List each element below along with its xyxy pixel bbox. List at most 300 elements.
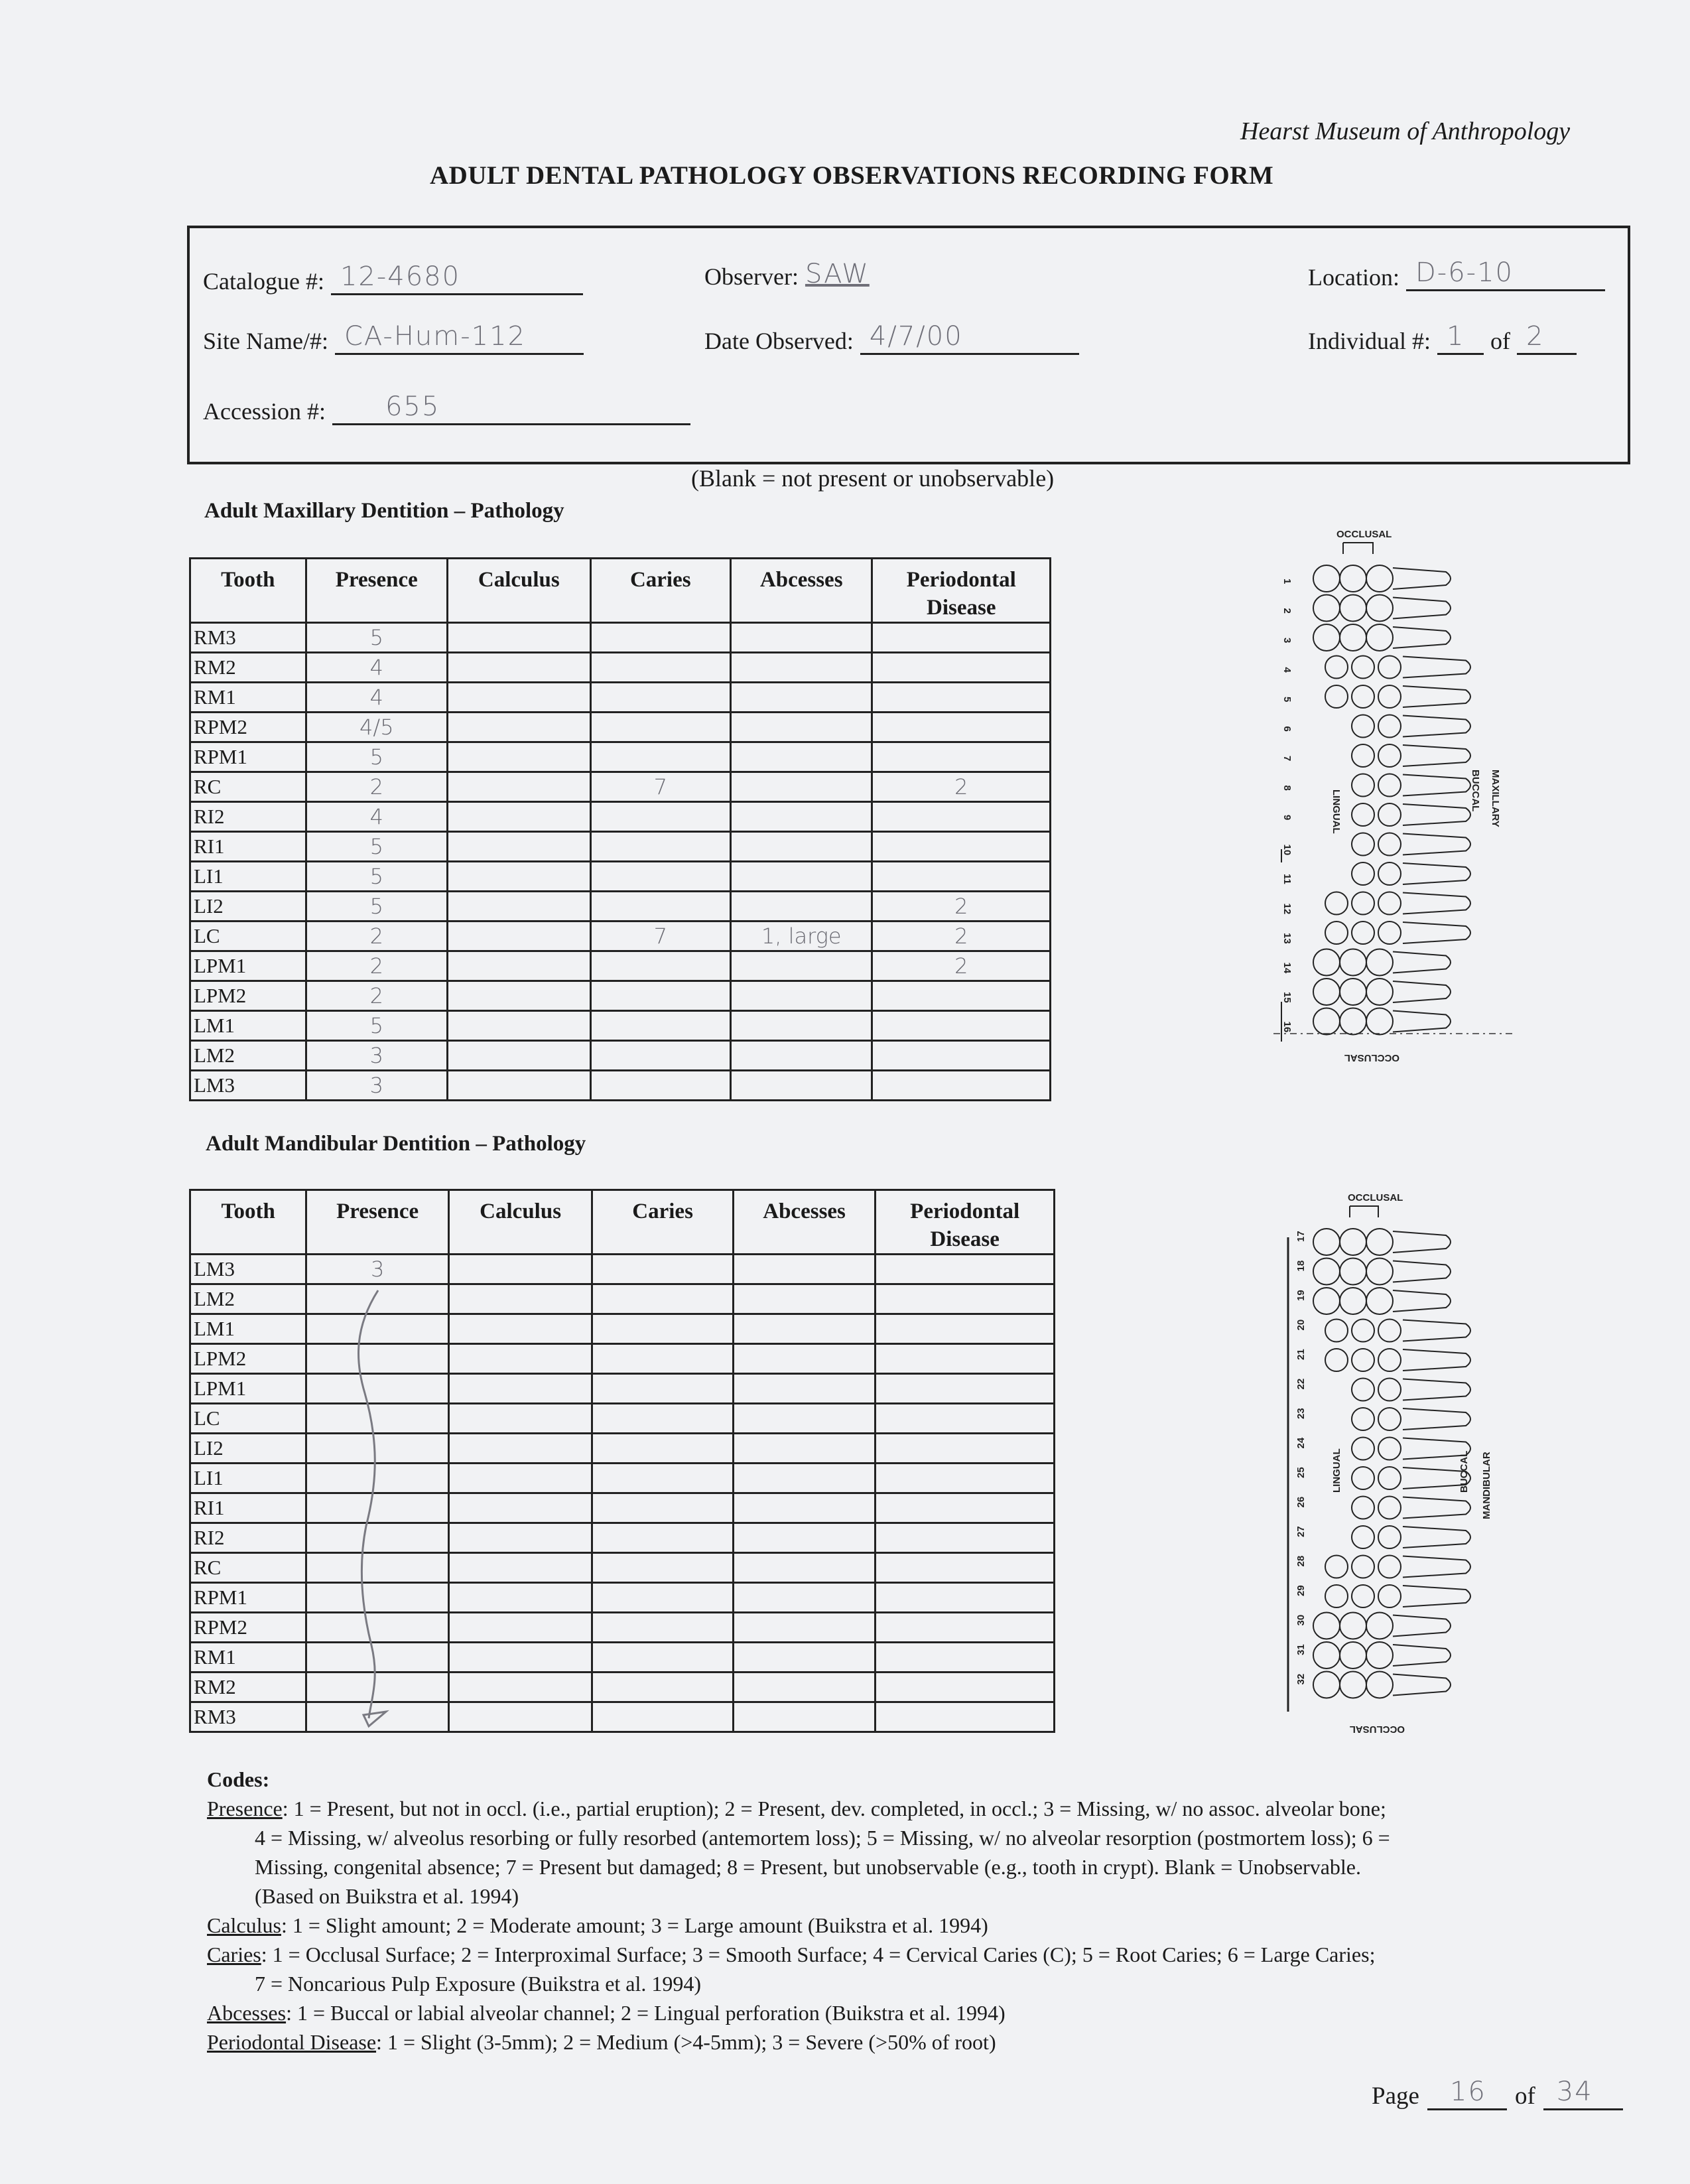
periodontal-cell[interactable]	[872, 623, 1051, 653]
tooth-number: 28	[1295, 1555, 1307, 1567]
periodontal-cell[interactable]	[872, 1041, 1051, 1071]
tooth-number: 10	[1281, 844, 1293, 856]
caries-cell[interactable]	[590, 713, 730, 742]
periodontal-cell[interactable]	[872, 1071, 1051, 1101]
presence-cell[interactable]: 5	[306, 892, 448, 921]
tooth-number: 5	[1281, 697, 1293, 703]
abcesses-cell[interactable]	[730, 862, 872, 892]
caries-cell[interactable]	[592, 1344, 733, 1374]
calculus-cell[interactable]	[448, 742, 591, 772]
tooth-number: 1	[1281, 579, 1293, 584]
presence-cell[interactable]: 2	[306, 981, 448, 1011]
blank-note: (Blank = not present or unobservable)	[691, 465, 1055, 492]
caries-cell[interactable]	[590, 1071, 730, 1101]
date-observed-label: Date Observed:	[704, 328, 854, 354]
caries-cell[interactable]	[592, 1672, 733, 1702]
periodontal-cell[interactable]	[876, 1583, 1055, 1613]
abcesses-cell[interactable]	[730, 1011, 872, 1041]
periodontal-cell[interactable]	[876, 1344, 1055, 1374]
abcesses-cell[interactable]	[733, 1255, 875, 1284]
calculus-cell[interactable]	[448, 1374, 592, 1404]
tooth-outline	[1325, 1349, 1470, 1371]
calculus-cell[interactable]	[448, 1284, 592, 1314]
location-value: D-6-10	[1415, 257, 1514, 288]
individual-of: of	[1490, 328, 1510, 354]
mandibular-header-row	[190, 1190, 1055, 1255]
tooth-label: LPM2	[190, 981, 306, 1011]
presence-cell[interactable]: 2	[306, 772, 448, 802]
table-row	[190, 802, 1051, 832]
tooth-number: 6	[1281, 726, 1293, 732]
presence-cell[interactable]: 4/5	[306, 713, 448, 742]
catalogue-field[interactable]	[203, 261, 583, 295]
calculus-cell[interactable]	[448, 1255, 592, 1284]
calculus-cell[interactable]	[448, 1553, 592, 1583]
table-row	[190, 1643, 1055, 1672]
tooth-outline	[1352, 1408, 1470, 1430]
calculus-cell[interactable]	[448, 1613, 592, 1643]
abcesses-cell[interactable]	[733, 1314, 875, 1344]
individual-field[interactable]	[1308, 321, 1577, 355]
periodontal-cell[interactable]	[876, 1523, 1055, 1553]
tooth-label: LC	[190, 1404, 306, 1434]
presence-cell[interactable]: 3	[306, 1041, 448, 1071]
tooth-number: 29	[1295, 1585, 1307, 1596]
tooth-outline	[1313, 949, 1451, 976]
periodontal-cell[interactable]	[876, 1613, 1055, 1643]
column-header-calculus: Calculus	[448, 559, 591, 623]
calculus-cell[interactable]	[448, 1643, 592, 1672]
tooth-label: LM3	[190, 1071, 306, 1101]
periodontal-cell[interactable]	[872, 981, 1051, 1011]
table-row	[190, 1314, 1055, 1344]
tooth-label: RI2	[190, 1523, 306, 1553]
tooth-outline	[1325, 1320, 1470, 1342]
site-field[interactable]	[203, 321, 584, 355]
periodontal-cell[interactable]	[872, 683, 1051, 713]
caries-cell[interactable]	[590, 623, 730, 653]
periodontal-cell[interactable]	[872, 802, 1051, 832]
calculus-cell[interactable]	[448, 1583, 592, 1613]
tooth-number: 20	[1295, 1319, 1307, 1331]
abcesses-cell[interactable]	[733, 1672, 875, 1702]
calculus-cell[interactable]	[448, 1041, 591, 1071]
periodontal-cell[interactable]	[872, 653, 1051, 683]
tooth-label: RPM2	[190, 713, 306, 742]
table-row	[190, 1255, 1055, 1284]
tooth-number: 32	[1295, 1673, 1307, 1685]
abcesses-cell[interactable]	[730, 713, 872, 742]
periodontal-cell[interactable]	[876, 1314, 1055, 1344]
tooth-label: LPM2	[190, 1344, 306, 1374]
calculus-cell[interactable]	[448, 802, 591, 832]
calculus-cell[interactable]	[448, 1672, 592, 1702]
calculus-cell[interactable]	[448, 653, 591, 683]
caries-cell[interactable]	[592, 1434, 733, 1464]
table-row	[190, 772, 1051, 802]
periodontal-cell[interactable]	[876, 1493, 1055, 1523]
maxillary-buccal-label: BUCCAL	[1470, 770, 1481, 812]
abcesses-cell[interactable]: 1, large	[730, 921, 872, 951]
caries-cell[interactable]	[590, 683, 730, 713]
tooth-number: 27	[1295, 1526, 1307, 1537]
caries-cell[interactable]: 7	[590, 921, 730, 951]
mandibular-lingual-label: LINGUAL	[1331, 1448, 1342, 1493]
calculus-cell[interactable]	[448, 921, 591, 951]
periodontal-codes: Periodontal Disease: 1 = Slight (3-5mm); 2 = Medium (>4-5mm); 3 = Severe (>50% of root)	[207, 2030, 996, 2054]
tooth-outline	[1313, 1642, 1451, 1669]
tooth-outline	[1352, 803, 1470, 826]
accession-field[interactable]	[203, 391, 690, 425]
abcesses-cell[interactable]	[733, 1464, 875, 1493]
tooth-outline	[1352, 1379, 1470, 1401]
tooth-number: 21	[1295, 1349, 1307, 1360]
page-total: 34	[1556, 2077, 1593, 2107]
site-label: Site Name/#:	[203, 328, 328, 354]
presence-cell[interactable]: 4	[306, 683, 448, 713]
tooth-outline	[1313, 979, 1451, 1005]
table-row	[190, 892, 1051, 921]
table-row	[190, 742, 1051, 772]
abcesses-cell[interactable]	[733, 1284, 875, 1314]
tooth-label: RI1	[190, 832, 306, 862]
caries-cell[interactable]	[592, 1374, 733, 1404]
presence-cell[interactable]: 2	[306, 951, 448, 981]
presence-cell[interactable]: 3	[306, 1071, 448, 1101]
abcesses-codes: Abcesses: 1 = Buccal or labial alveolar channel; 2 = Lingual perforation (Buikstra et al. 1994)	[207, 2001, 1006, 2025]
tooth-outline	[1352, 862, 1470, 885]
column-header-caries: Caries	[592, 1190, 733, 1255]
table-row	[190, 1041, 1051, 1071]
abcesses-cell[interactable]	[730, 653, 872, 683]
caries-cell[interactable]	[592, 1523, 733, 1553]
tooth-outline	[1313, 1229, 1451, 1255]
tooth-label: RPM1	[190, 1583, 306, 1613]
maxillary-tooth-numbers	[1281, 579, 1293, 1032]
column-header-caries: Caries	[590, 559, 730, 623]
table-row	[190, 951, 1051, 981]
calculus-cell[interactable]	[448, 1493, 592, 1523]
tooth-label: LI1	[190, 1464, 306, 1493]
tooth-label: RC	[190, 1553, 306, 1583]
abcesses-cell[interactable]	[730, 981, 872, 1011]
periodontal-cell[interactable]	[872, 742, 1051, 772]
abcesses-cell[interactable]	[733, 1523, 875, 1553]
periodontal-cell[interactable]: 2	[872, 951, 1051, 981]
catalogue-value: 12-4680	[340, 261, 461, 292]
mandibular-tooth-numbers	[1295, 1231, 1307, 1684]
presence-cell[interactable]: 5	[306, 862, 448, 892]
caries-cell[interactable]	[592, 1583, 733, 1613]
periodontal-cell[interactable]	[876, 1464, 1055, 1493]
calculus-cell[interactable]	[448, 951, 591, 981]
calculus-cell[interactable]	[448, 683, 591, 713]
table-row	[190, 1284, 1055, 1314]
tooth-label: LI2	[190, 1434, 306, 1464]
abcesses-cell[interactable]	[733, 1613, 875, 1643]
calculus-cell[interactable]	[448, 1523, 592, 1553]
tooth-label: RM2	[190, 1672, 306, 1702]
periodontal-cell[interactable]	[876, 1284, 1055, 1314]
abcesses-cell[interactable]	[733, 1553, 875, 1583]
periodontal-cell[interactable]	[872, 713, 1051, 742]
tooth-outline	[1325, 656, 1470, 679]
presence-cell[interactable]: 5	[306, 1011, 448, 1041]
table-row	[190, 1493, 1055, 1523]
abcesses-cell[interactable]	[730, 832, 872, 862]
table-row	[190, 1071, 1051, 1101]
table-row	[190, 1434, 1055, 1464]
mandibular-occlusal-top: OCCLUSAL	[1348, 1192, 1403, 1203]
abcesses-cell[interactable]	[730, 683, 872, 713]
caries-cell[interactable]: 7	[590, 772, 730, 802]
table-row	[190, 1344, 1055, 1374]
caries-cell[interactable]	[590, 981, 730, 1011]
periodontal-cell[interactable]: 2	[872, 892, 1051, 921]
tooth-label: LM1	[190, 1011, 306, 1041]
column-header-periodontal: Periodontal Disease	[872, 559, 1051, 623]
calculus-cell[interactable]	[448, 1702, 592, 1732]
abcesses-cell[interactable]	[733, 1583, 875, 1613]
page-current: 16	[1449, 2077, 1486, 2107]
periodontal-cell[interactable]	[872, 1011, 1051, 1041]
caries-cell[interactable]	[592, 1314, 733, 1344]
abcesses-cell[interactable]	[733, 1702, 875, 1732]
mandibular-arch-label: MANDIBULAR	[1481, 1452, 1492, 1519]
periodontal-cell[interactable]	[872, 832, 1051, 862]
periodontal-cell[interactable]	[876, 1434, 1055, 1464]
table-row	[190, 1553, 1055, 1583]
column-header-tooth: Tooth	[190, 1190, 306, 1255]
table-row	[190, 1374, 1055, 1404]
calculus-cell[interactable]	[448, 892, 591, 921]
maxillary-arch-label: MAXILLARY	[1490, 770, 1501, 827]
maxillary-header-row	[190, 559, 1051, 623]
abcesses-cell[interactable]	[733, 1374, 875, 1404]
caries-cell[interactable]	[590, 892, 730, 921]
mandibular-section-title: Adult Mandibular Dentition – Pathology	[206, 1132, 586, 1156]
presence-codes: Presence: 1 = Present, but not in occl. (i.e., partial eruption); 2 = Present, dev. completed, in occl.; 3 = Missing, w/ no assoc. alveolar bone;	[207, 1797, 1386, 1820]
tooth-label: LM3	[190, 1255, 306, 1284]
tooth-number: 14	[1281, 962, 1293, 974]
caries-cell[interactable]	[592, 1613, 733, 1643]
tooth-outline	[1313, 595, 1451, 622]
caries-cell[interactable]	[592, 1284, 733, 1314]
tooth-number: 26	[1295, 1496, 1307, 1508]
tooth-number: 30	[1295, 1614, 1307, 1626]
page-number: Page 16 of 34	[1372, 2077, 1623, 2110]
header-info-box	[187, 226, 1630, 464]
tooth-label: LC	[190, 921, 306, 951]
column-header-abcesses: Abcesses	[730, 559, 872, 623]
tooth-outline	[1352, 1526, 1470, 1548]
abcesses-cell[interactable]	[733, 1434, 875, 1464]
caries-cell[interactable]	[590, 862, 730, 892]
tooth-label: RM2	[190, 653, 306, 683]
maxillary-body	[190, 623, 1051, 1101]
caries-cell[interactable]	[592, 1255, 733, 1284]
tooth-number: 18	[1295, 1260, 1307, 1272]
presence-cell[interactable]: 5	[306, 742, 448, 772]
abcesses-cell[interactable]	[730, 1071, 872, 1101]
table-row	[190, 1702, 1055, 1732]
tooth-label: RM3	[190, 1702, 306, 1732]
mandibular-occlusal-bottom: OCCLUSAL	[1349, 1724, 1405, 1735]
observer-field[interactable]	[704, 259, 891, 291]
tooth-outline	[1352, 715, 1470, 738]
mandibular-buccal-label: BUCCAL	[1459, 1450, 1470, 1493]
calculus-cell[interactable]	[448, 772, 591, 802]
abcesses-cell[interactable]	[733, 1344, 875, 1374]
column-header-presence: Presence	[306, 1190, 448, 1255]
periodontal-cell[interactable]	[876, 1374, 1055, 1404]
caries-cell[interactable]	[590, 653, 730, 683]
caries-cell[interactable]	[592, 1464, 733, 1493]
periodontal-cell[interactable]	[876, 1255, 1055, 1284]
individual-value: 1	[1446, 321, 1465, 352]
arrow-head-icon	[363, 1712, 386, 1726]
presence-cell[interactable]: 5	[306, 623, 448, 653]
presence-cell[interactable]: 4	[306, 802, 448, 832]
abcesses-cell[interactable]	[730, 951, 872, 981]
codes-legend: Codes: Presence: 1 = Present, but not in occl. (i.e., partial eruption); 2 = Present, dev. completed, in occl.; 3 = Missing, w/ no assoc. alveolar bone; 4 = Missing, w/ alveolus resorbing or fully resorbed (antemortem loss); 5 = Missing, w/ no alveolar resorption (postmortem loss); 6 = Missing, congenital absence; 7 = Present but damaged; 8 = Present, but unobservable (e.g., tooth in crypt). Blank = Unobservable. (Based on Buikstra et al. 1994) Calculus: 1 = Slight amount; 2 = Moderate amount; 3 = Large amount (Buikstra et al. 1994) Caries: 1 = Occlusal Surface; 2 = Interproximal Surface; 3 = Smooth Surface; 4 = Cervical Caries (C); 5 = Root Caries; 6 = Large Caries; 7 = Noncarious Pulp Exposure (Buikstra et al. 1994) Abcesses: 1 = Buccal or labial alveolar channel; 2 = Lingual perforation (Buikstra et al. 1994) Periodontal Disease: 1 = Slight (3-5mm); 2 = Medium (>4-5mm); 3 = Severe (>50% of root)	[207, 1765, 1633, 2057]
tooth-outline	[1352, 774, 1470, 797]
tooth-outline	[1352, 833, 1470, 856]
abcesses-cell[interactable]	[730, 1041, 872, 1071]
catalogue-label: Catalogue #:	[203, 268, 324, 295]
caries-cell[interactable]	[590, 742, 730, 772]
caries-cell[interactable]	[592, 1553, 733, 1583]
caries-cell[interactable]	[592, 1493, 733, 1523]
table-row	[190, 713, 1051, 742]
tooth-number: 17	[1295, 1231, 1307, 1242]
periodontal-cell[interactable]	[876, 1404, 1055, 1434]
presence-cell[interactable]: 3	[306, 1255, 448, 1284]
table-row	[190, 921, 1051, 951]
periodontal-cell[interactable]: 2	[872, 772, 1051, 802]
caries-cell[interactable]	[590, 1011, 730, 1041]
tooth-label: RPM2	[190, 1613, 306, 1643]
table-row	[190, 1613, 1055, 1643]
abcesses-cell[interactable]	[730, 772, 872, 802]
tooth-number: 2	[1281, 608, 1293, 614]
caries-codes: Caries: 1 = Occlusal Surface; 2 = Interproximal Surface; 3 = Smooth Surface; 4 = Cervical Caries (C); 5 = Root Caries; 6 = Large Caries;	[207, 1943, 1376, 1966]
tooth-number: 13	[1281, 933, 1293, 944]
tooth-outline	[1325, 1585, 1470, 1607]
caries-cell[interactable]	[590, 832, 730, 862]
presence-cell[interactable]: 4	[306, 653, 448, 683]
caries-cell[interactable]	[590, 802, 730, 832]
table-row	[190, 1583, 1055, 1613]
tooth-outline	[1313, 1672, 1451, 1698]
column-header-periodontal: Periodontal Disease	[876, 1190, 1055, 1255]
tooth-outline	[1325, 685, 1470, 708]
calculus-cell[interactable]	[448, 623, 591, 653]
tooth-number: 25	[1295, 1467, 1307, 1478]
calculus-cell[interactable]	[448, 1464, 592, 1493]
tooth-outline	[1313, 624, 1451, 651]
tooth-outline	[1313, 1613, 1451, 1639]
calculus-cell[interactable]	[448, 832, 591, 862]
caries-cell[interactable]	[592, 1643, 733, 1672]
abcesses-cell[interactable]	[730, 742, 872, 772]
caries-cell[interactable]	[590, 1041, 730, 1071]
table-row	[190, 623, 1051, 653]
abcesses-cell[interactable]	[733, 1643, 875, 1672]
tooth-outline	[1325, 892, 1470, 915]
calculus-cell[interactable]	[448, 1344, 592, 1374]
caries-cell[interactable]	[592, 1404, 733, 1434]
calculus-cell[interactable]	[448, 1071, 591, 1101]
tooth-outline	[1352, 744, 1470, 767]
observer-label: Observer:	[704, 263, 799, 290]
tooth-number: 15	[1281, 992, 1293, 1003]
tooth-label: LI2	[190, 892, 306, 921]
abcesses-cell[interactable]	[733, 1404, 875, 1434]
presence-cell[interactable]: 2	[306, 921, 448, 951]
accession-value: 655	[385, 391, 440, 422]
individual-label: Individual #:	[1308, 328, 1431, 354]
calculus-cell[interactable]	[448, 1404, 592, 1434]
calculus-cell[interactable]	[448, 1314, 592, 1344]
abcesses-cell[interactable]	[733, 1493, 875, 1523]
abcesses-cell[interactable]	[730, 802, 872, 832]
table-row	[190, 981, 1051, 1011]
abcesses-cell[interactable]	[730, 892, 872, 921]
form-title: ADULT DENTAL PATHOLOGY OBSERVATIONS RECORDING FORM	[430, 161, 1274, 190]
mandibular-body	[190, 1255, 1055, 1732]
table-row	[190, 1011, 1051, 1041]
periodontal-cell[interactable]	[876, 1553, 1055, 1583]
caries-cell[interactable]	[590, 951, 730, 981]
tooth-label: LPM1	[190, 1374, 306, 1404]
calculus-cell[interactable]	[448, 1011, 591, 1041]
tooth-label: LPM1	[190, 951, 306, 981]
calculus-cell[interactable]	[448, 713, 591, 742]
maxillary-occlusal-bottom: OCCLUSAL	[1344, 1052, 1399, 1063]
table-row	[190, 683, 1051, 713]
tooth-label: RM1	[190, 1643, 306, 1672]
tooth-number: 31	[1295, 1644, 1307, 1655]
periodontal-cell[interactable]	[876, 1672, 1055, 1702]
caries-cell[interactable]	[592, 1702, 733, 1732]
site-value: CA-Hum-112	[344, 321, 526, 352]
tooth-number: 7	[1281, 756, 1293, 762]
calculus-cell[interactable]	[448, 862, 591, 892]
periodontal-cell[interactable]	[876, 1702, 1055, 1732]
tooth-label: RC	[190, 772, 306, 802]
tooth-number: 22	[1295, 1378, 1307, 1390]
table-row	[190, 1464, 1055, 1493]
maxillary-section-title: Adult Maxillary Dentition – Pathology	[204, 499, 564, 523]
calculus-cell[interactable]	[448, 981, 591, 1011]
presence-cell[interactable]: 5	[306, 832, 448, 862]
tooth-number: 3	[1281, 638, 1293, 644]
tooth-outline	[1352, 1497, 1470, 1519]
location-field[interactable]	[1308, 257, 1605, 291]
date-observed-value: 4/7/00	[869, 321, 963, 352]
abcesses-cell[interactable]	[730, 623, 872, 653]
maxillary-tooth-diagram	[1273, 524, 1512, 1075]
calculus-cell[interactable]	[448, 1434, 592, 1464]
periodontal-cell[interactable]: 2	[872, 921, 1051, 951]
periodontal-cell[interactable]	[876, 1643, 1055, 1672]
date-observed-field[interactable]	[704, 321, 1079, 355]
tooth-outline	[1325, 1556, 1470, 1578]
individual-total: 2	[1526, 321, 1545, 352]
periodontal-cell[interactable]	[872, 862, 1051, 892]
tooth-label: RM1	[190, 683, 306, 713]
